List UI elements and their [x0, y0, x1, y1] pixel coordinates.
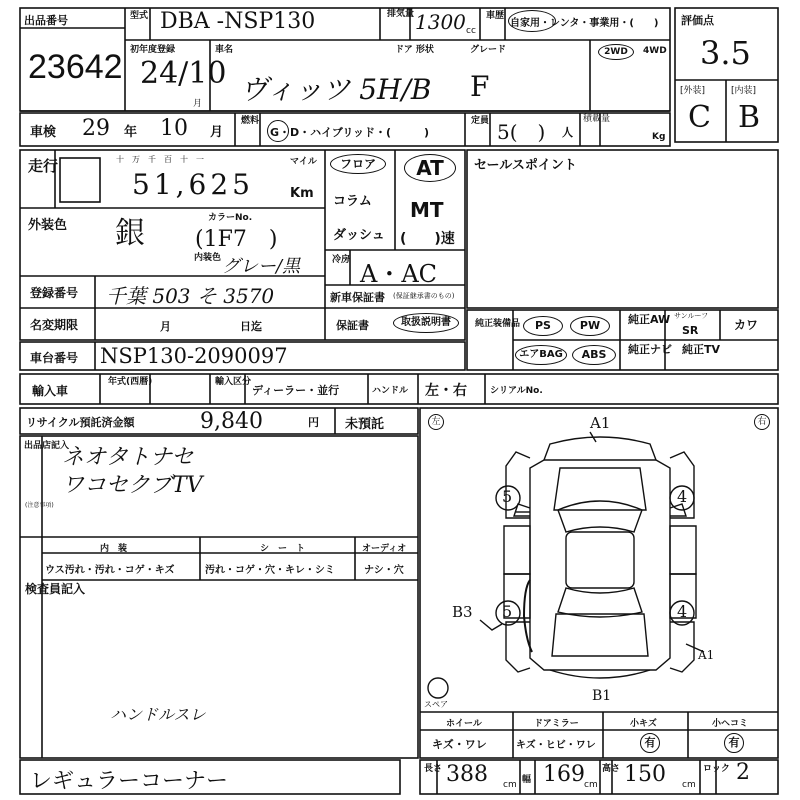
serial-label: シリアルNo. [490, 386, 543, 396]
grade-score-value: 3.5 [700, 34, 751, 72]
diagram-mark-b3: B3 [452, 603, 473, 621]
shift-speed: ( )速 [400, 231, 455, 247]
fuel-options: G・D・ハイブリッド・( ) [270, 126, 430, 139]
inspector-label: 検査員記入 [25, 582, 86, 596]
model-label: 型式 [130, 11, 149, 21]
wheel-label: ホイール [446, 719, 482, 729]
height-unit: cm [682, 780, 696, 790]
model-value: DBA -NSP130 [160, 9, 316, 34]
first-reg-unit: 月 [193, 99, 203, 109]
chassis-value: NSP130-2090097 [100, 344, 288, 368]
equip-pw: PW [570, 316, 610, 336]
recycle-unpaid: 未預託 [345, 417, 385, 432]
mileage-label: 走行 [28, 157, 59, 175]
warranty-note: (保証継承書のもの) [393, 292, 455, 300]
warranty-label: 新車保証書 [330, 291, 385, 304]
seller-notes-label: 出品店記入 [24, 441, 70, 451]
color-no-label: カラーNo. [208, 213, 253, 223]
fuel-label: 燃料 [241, 116, 260, 126]
import-kubun-label: 輸入区分 [215, 377, 252, 387]
manual-torisetsu: 取扱説明書 [393, 313, 459, 333]
width-value: 169 [543, 762, 585, 787]
interior-color-value: グレー/黒 [222, 256, 301, 277]
first-reg-label: 初年度登録 [130, 45, 176, 55]
handle-value: 左・右 [425, 383, 467, 399]
shift-at: AT [404, 154, 456, 182]
shaken-year-unit: 年 [124, 125, 138, 140]
handle-label: ハンドル [372, 386, 409, 396]
car-diagram [420, 408, 778, 710]
color-no-value: (1F7 ) [195, 227, 278, 252]
diagram-mark-a1-top: A1 [590, 414, 611, 432]
diagram-spare-label: スペア [424, 700, 448, 709]
shift-column: コラム [333, 194, 372, 209]
displacement-label: 排気量 [387, 9, 415, 19]
inspector-audio-text: ナシ・穴 [364, 565, 404, 576]
equip-abs: ABS [572, 345, 616, 365]
interior-score-value: B [738, 100, 761, 135]
equip-junsei-navi: 純正ナビ [628, 343, 672, 356]
sales-point-label: セールスポイント [474, 158, 577, 173]
recycle-unit: 円 [308, 416, 319, 429]
load-label: 積載量 [583, 114, 611, 124]
exterior-score-label: [外装] [680, 86, 706, 96]
aircon-label: 冷房 [332, 255, 351, 265]
name-change-month: 月 [160, 320, 171, 333]
diagram-mark-5-rear: 5 [502, 602, 513, 621]
history-label: 車歴 [486, 11, 505, 21]
recycle-label: リサイクル預託済金額 [26, 416, 135, 429]
equip-junsei-tv: 純正TV [682, 343, 721, 356]
interior-score-label: [内装] [731, 86, 757, 96]
inspector-audio-head: オーディオ [362, 544, 407, 554]
capacity-label: 定員 [471, 116, 490, 126]
reg-no-value: 千葉 503 そ 3570 [106, 284, 275, 308]
length-value: 388 [446, 762, 488, 787]
recycle-value: 9,840 [200, 409, 263, 434]
wheel-value: キズ・ワレ [432, 738, 487, 751]
inspector-seat-head: シ ー ト [260, 544, 306, 554]
equip-leather: カワ [734, 318, 759, 332]
exterior-color-value: 銀 [115, 216, 145, 251]
shaken-year: 29 [82, 116, 110, 141]
diagram-mark-b1: B1 [592, 688, 612, 704]
equip-sunroof-label: サンルーフ [674, 312, 709, 320]
drive-4wd: 4WD [643, 46, 667, 56]
exterior-color-label: 外装色 [28, 218, 68, 233]
width-unit: cm [584, 780, 598, 790]
equip-sr: SR [682, 324, 699, 337]
door-type-label: ドア 形状 [395, 45, 434, 55]
first-reg-value: 24/10 [140, 56, 227, 91]
height-label: 高さ [602, 764, 621, 774]
history-options: 自家用・レンタ・事業用・( ) [510, 18, 659, 29]
interior-color-label: 内装色 [194, 253, 222, 263]
import-dealer: ディーラー・並行 [252, 384, 340, 397]
small-dent-value: 有 [724, 733, 744, 753]
mirror-value: キズ・ヒビ・ワレ [516, 740, 596, 751]
length-label: 長さ [424, 764, 443, 774]
height-value: 150 [624, 762, 666, 787]
lock-value: 2 [736, 760, 750, 785]
inspector-interior-head: 内 装 [100, 544, 128, 554]
name-change-label: 名変期限 [30, 318, 79, 332]
shaken-month-unit: 月 [210, 125, 224, 140]
small-scratch-label: 小キズ [630, 719, 657, 729]
chassis-label: 車台番号 [30, 351, 79, 365]
shift-floor: フロア [330, 154, 386, 174]
equipment-label: 純正装備品 [475, 319, 521, 329]
capacity-value: 5( ) [497, 120, 546, 144]
shift-dash: ダッシュ [333, 228, 385, 243]
lot-number: 23642 [28, 48, 123, 86]
length-unit: cm [503, 780, 517, 790]
inspector-seat-text: 汚れ・コゲ・穴・キレ・シミ [205, 565, 335, 576]
lot-label: 出品番号 [24, 14, 68, 27]
capacity-unit: 人 [562, 126, 573, 139]
shift-mt: MT [410, 198, 444, 222]
corner-name: レギュラーコーナー [30, 769, 229, 794]
drive-2wd: 2WD [598, 44, 634, 60]
inspector-interior-text: ウス汚れ・汚れ・コゲ・キズ [45, 565, 175, 576]
car-name-value: ヴィッツ 5H/B [240, 73, 432, 106]
diagram-right-marker: 右 [754, 414, 770, 430]
manual-hosho: 保証書 [336, 319, 369, 332]
shaken-month: 10 [160, 116, 188, 141]
mileage-unit: Km [290, 186, 314, 201]
grade-value: F [470, 70, 490, 103]
import-year-label: 年式(西暦) [108, 377, 153, 387]
diagram-mark-a1-right: A1 [698, 648, 715, 662]
small-scratch-value: 有 [640, 733, 660, 753]
seller-notes-line2: ワコセクブTV [62, 473, 203, 498]
import-label: 輸入車 [32, 384, 69, 398]
grade-score-label: 評価点 [681, 14, 714, 27]
seller-notes-sub: (注意事項) [25, 502, 54, 509]
inspector-note: ハンドルスレ [110, 705, 206, 724]
equip-airbag: エアBAG [515, 345, 567, 365]
displacement-value: 1300 [415, 10, 466, 34]
diagram-mark-4-rear: 4 [677, 602, 688, 621]
lock-label: ロック [703, 764, 730, 774]
mileage-value: 51,625 [132, 168, 254, 201]
equip-ps: PS [523, 316, 563, 336]
displacement-unit: cc [466, 26, 476, 36]
reg-no-label: 登録番号 [30, 286, 79, 300]
seller-notes-line1: ネオタトナセ [62, 445, 194, 470]
aircon-value: A・AC [360, 260, 438, 288]
width-label: 幅 [522, 775, 532, 785]
history-circle-mark [508, 10, 556, 32]
mileage-mile-label: マイル [290, 157, 317, 167]
shaken-label: 車検 [30, 125, 57, 140]
mileage-scale: 十 万 千 百 十 一 [116, 155, 204, 164]
small-dent-label: 小ヘコミ [712, 719, 749, 729]
diagram-mark-5-front: 5 [502, 487, 513, 506]
fuel-circle-mark [267, 120, 289, 142]
name-change-day: 日迄 [240, 320, 262, 333]
diagram-mark-4-front: 4 [677, 487, 688, 506]
exterior-score-value: C [688, 100, 711, 135]
equip-junsei-aw: 純正AW [628, 313, 671, 326]
car-name-label: 車名 [215, 45, 234, 55]
diagram-left-marker: 左 [428, 414, 444, 430]
mirror-label: ドアミラー [534, 719, 579, 729]
grade-label: グレード [470, 45, 507, 55]
load-unit: Kg [652, 132, 666, 142]
